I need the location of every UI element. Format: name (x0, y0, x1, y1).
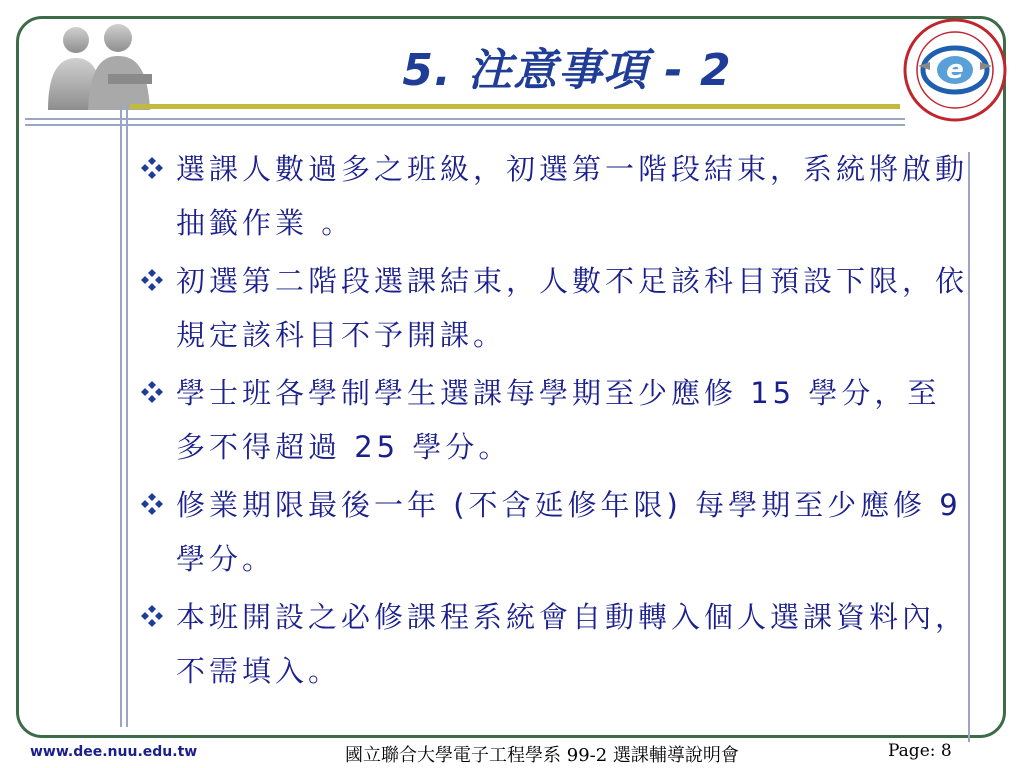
horizontal-rule-bottom (25, 124, 905, 126)
diamond-bullet-icon (140, 380, 164, 404)
bullet-list (138, 142, 968, 702)
bullet-text: 選課人數過多之班級，初選第一階段結束，系統將啟動抽籤作業 。 (176, 152, 969, 240)
bullet-text: 學士班各學制學生選課每學期至少應修 15 學分，至多不得超過 25 學分。 (176, 376, 941, 464)
bullet-item (138, 366, 968, 474)
bullet-item (138, 254, 968, 362)
bullet-item (138, 590, 968, 698)
diamond-bullet-icon (140, 492, 164, 516)
vertical-rule-left-b (126, 105, 128, 727)
diamond-bullet-icon (140, 604, 164, 628)
slide-title (0, 30, 1024, 102)
footer-page-number: Page: 8 (888, 741, 952, 761)
diamond-bullet-icon (140, 156, 164, 180)
bullet-text: 初選第二階段選課結束，人數不足該科目預設下限，依規定該科目不予開課。 (176, 264, 969, 352)
footer-center-text: 國立聯合大學電子工程學系 99-2 選課輔導說明會 (345, 745, 739, 766)
footer-website[interactable]: www.dee.nuu.edu.tw (30, 744, 198, 760)
bullet-item (138, 142, 968, 250)
horizontal-rule-top (25, 118, 905, 120)
bullet-text: 本班開設之必修課程系統會自動轉入個人選課資料內，不需填入。 (176, 600, 969, 688)
bullet-item (138, 478, 968, 586)
title-underline (130, 104, 900, 109)
diamond-bullet-icon (140, 268, 164, 292)
svg-text:e: e (946, 55, 964, 85)
slide-title-text: 5. 注意事項 - 2 (402, 45, 732, 96)
vertical-rule-left-a (120, 105, 122, 727)
bullet-text: 修業期限最後一年 (不含延修年限) 每學期至少應修 9 學分。 (176, 488, 962, 576)
university-logo-icon (900, 14, 1010, 126)
vertical-rule-right (968, 152, 970, 742)
